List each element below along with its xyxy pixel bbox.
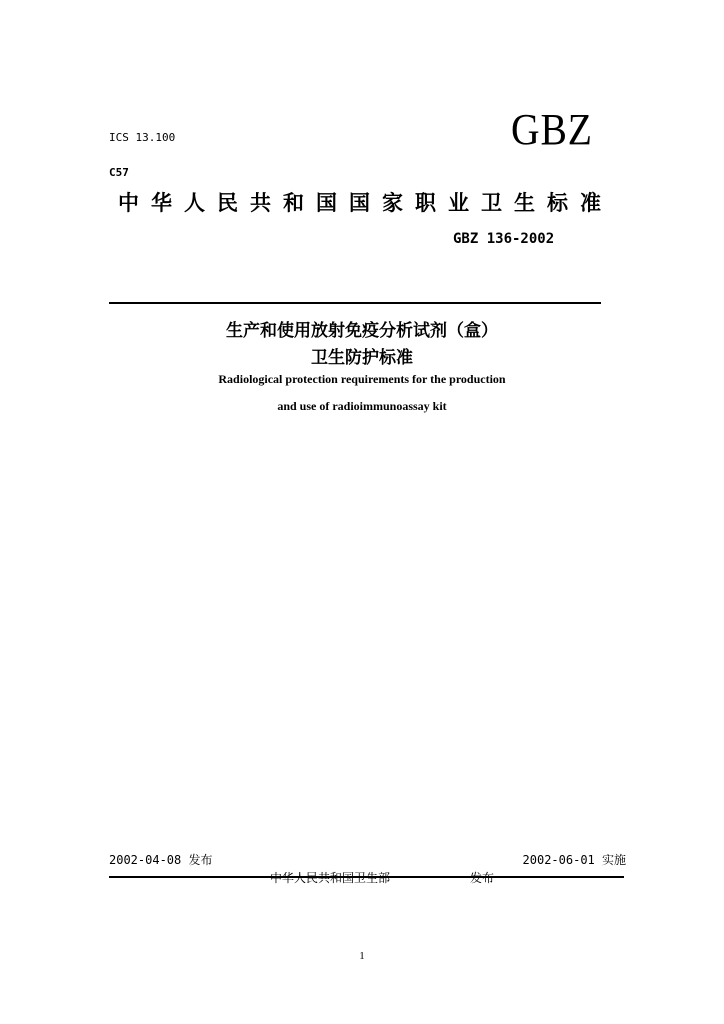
issue-date: 2002-04-08 发布 xyxy=(109,853,213,867)
title-chinese-line-1: 生产和使用放射免疫分析试剂（盒） xyxy=(226,321,498,341)
issuing-authority: 中华人民共和国卫生部 xyxy=(270,871,391,885)
national-standard-heading: 中华人民共和国国家职业卫生标准 xyxy=(118,191,613,215)
title-english-line-2: and use of radioimmunoassay kit xyxy=(277,399,447,413)
title-chinese-line-2: 卫生防护标准 xyxy=(311,348,413,368)
gbz-logo: GBZ xyxy=(511,105,593,154)
top-divider xyxy=(109,302,601,304)
title-english-line-1: Radiological protection requirements for the production xyxy=(218,372,506,386)
standard-number: GBZ 136-2002 xyxy=(453,231,555,247)
ccs-code: C57 xyxy=(109,166,129,179)
issue-label: 发布 xyxy=(470,871,495,885)
ics-code: ICS 13.100 xyxy=(109,131,176,144)
implementation-date: 2002-06-01 实施 xyxy=(522,853,626,867)
page-number: 1 xyxy=(359,950,365,962)
